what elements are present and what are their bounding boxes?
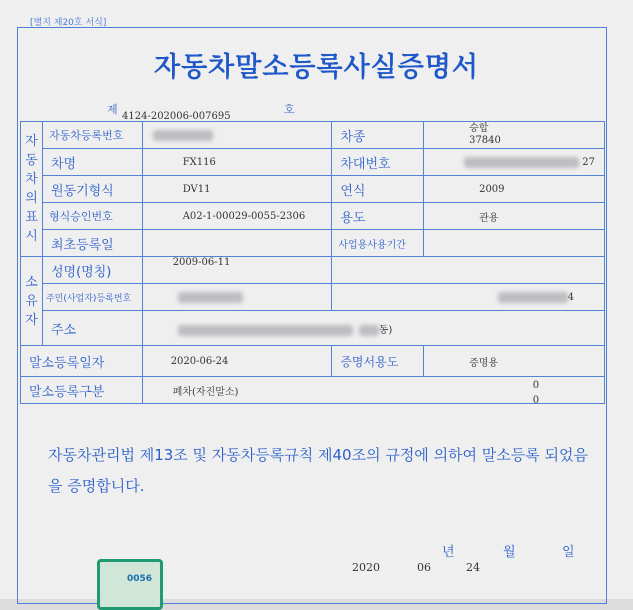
vin-label: 차대번호	[332, 149, 424, 176]
form-number: [별지 제20호 서식]	[30, 18, 107, 28]
use-value: 관용	[424, 203, 605, 230]
table-row	[21, 311, 605, 346]
reg-no-value	[142, 122, 332, 149]
type-label: 차종	[332, 122, 424, 149]
owner-name-value: 2009-06-11	[142, 257, 332, 284]
cert-number: 4124-202006-007695	[122, 111, 231, 122]
table-row	[21, 257, 605, 284]
name-value: FX116	[142, 149, 332, 176]
dereg-date-value: 2020-06-24	[142, 346, 332, 377]
vin-value: 27	[424, 149, 605, 176]
address-value: 동)	[142, 311, 604, 346]
date-day-label: 일	[562, 545, 575, 560]
first-reg-value	[142, 230, 332, 257]
approval-value: A02-1-00029-0055-2306	[142, 203, 332, 230]
year-value: 2009	[424, 176, 605, 203]
table-row	[21, 230, 605, 257]
year-label: 연식	[332, 176, 424, 203]
owner-group-label: 소 유 자	[21, 257, 43, 346]
certification-statement: 자동차관리법 제13조 및 자동차등록규칙 제40조의 규정에 의하여 말소등록 되었음을 증명합니다.	[48, 446, 589, 495]
business-use-value	[424, 230, 605, 257]
owner-name-extra	[332, 257, 605, 284]
official-stamp	[97, 559, 163, 610]
first-reg-label: 최초등록일	[42, 230, 142, 257]
cert-use-label: 증명서용도	[332, 346, 424, 377]
address-label: 주소	[42, 311, 142, 346]
table-row	[21, 203, 605, 230]
engine-label: 원동기형식	[42, 176, 142, 203]
owner-name-label: 성명(명칭)	[42, 257, 142, 284]
date-month-label: 월	[503, 545, 516, 560]
use-label: 용도	[332, 203, 424, 230]
type-value: 승합 37840	[424, 122, 605, 149]
date-year-label: 년	[442, 545, 455, 560]
table-row	[21, 122, 605, 149]
dereg-type-label: 말소등록구분	[21, 377, 143, 404]
cert-number-prefix: 제	[107, 103, 118, 116]
cert-number-suffix: 호	[284, 103, 295, 116]
stamp-text: 0056	[127, 574, 153, 584]
table-row	[21, 176, 605, 203]
table-row	[21, 377, 605, 404]
dereg-date-label: 말소등록일자	[21, 346, 143, 377]
owner-id-extra: 4	[332, 284, 605, 311]
table-row	[21, 284, 605, 311]
engine-value: DV11	[142, 176, 332, 203]
vehicle-group-label: 자 동 차 의 표 시	[21, 122, 43, 257]
reg-no-label: 자동차등록번호	[42, 122, 142, 149]
table-row	[21, 346, 605, 377]
name-label: 차명	[42, 149, 142, 176]
dereg-type-value: 폐차(자진말소) 0 0	[142, 377, 604, 404]
date-year-value: 2020	[352, 561, 380, 574]
document-title: 자동차말소등록사실증명서	[154, 52, 479, 83]
cert-use-value: 증명용	[424, 346, 605, 377]
table-row	[21, 149, 605, 176]
business-use-label: 사업용사용기간	[332, 230, 424, 257]
date-month-value: 06	[417, 561, 431, 574]
info-table	[20, 121, 605, 404]
owner-id-label: 주민(사업자)등록번호	[42, 284, 142, 311]
owner-id-value	[142, 284, 332, 311]
date-day-value: 24	[466, 561, 480, 574]
approval-label: 형식승인번호	[42, 203, 142, 230]
